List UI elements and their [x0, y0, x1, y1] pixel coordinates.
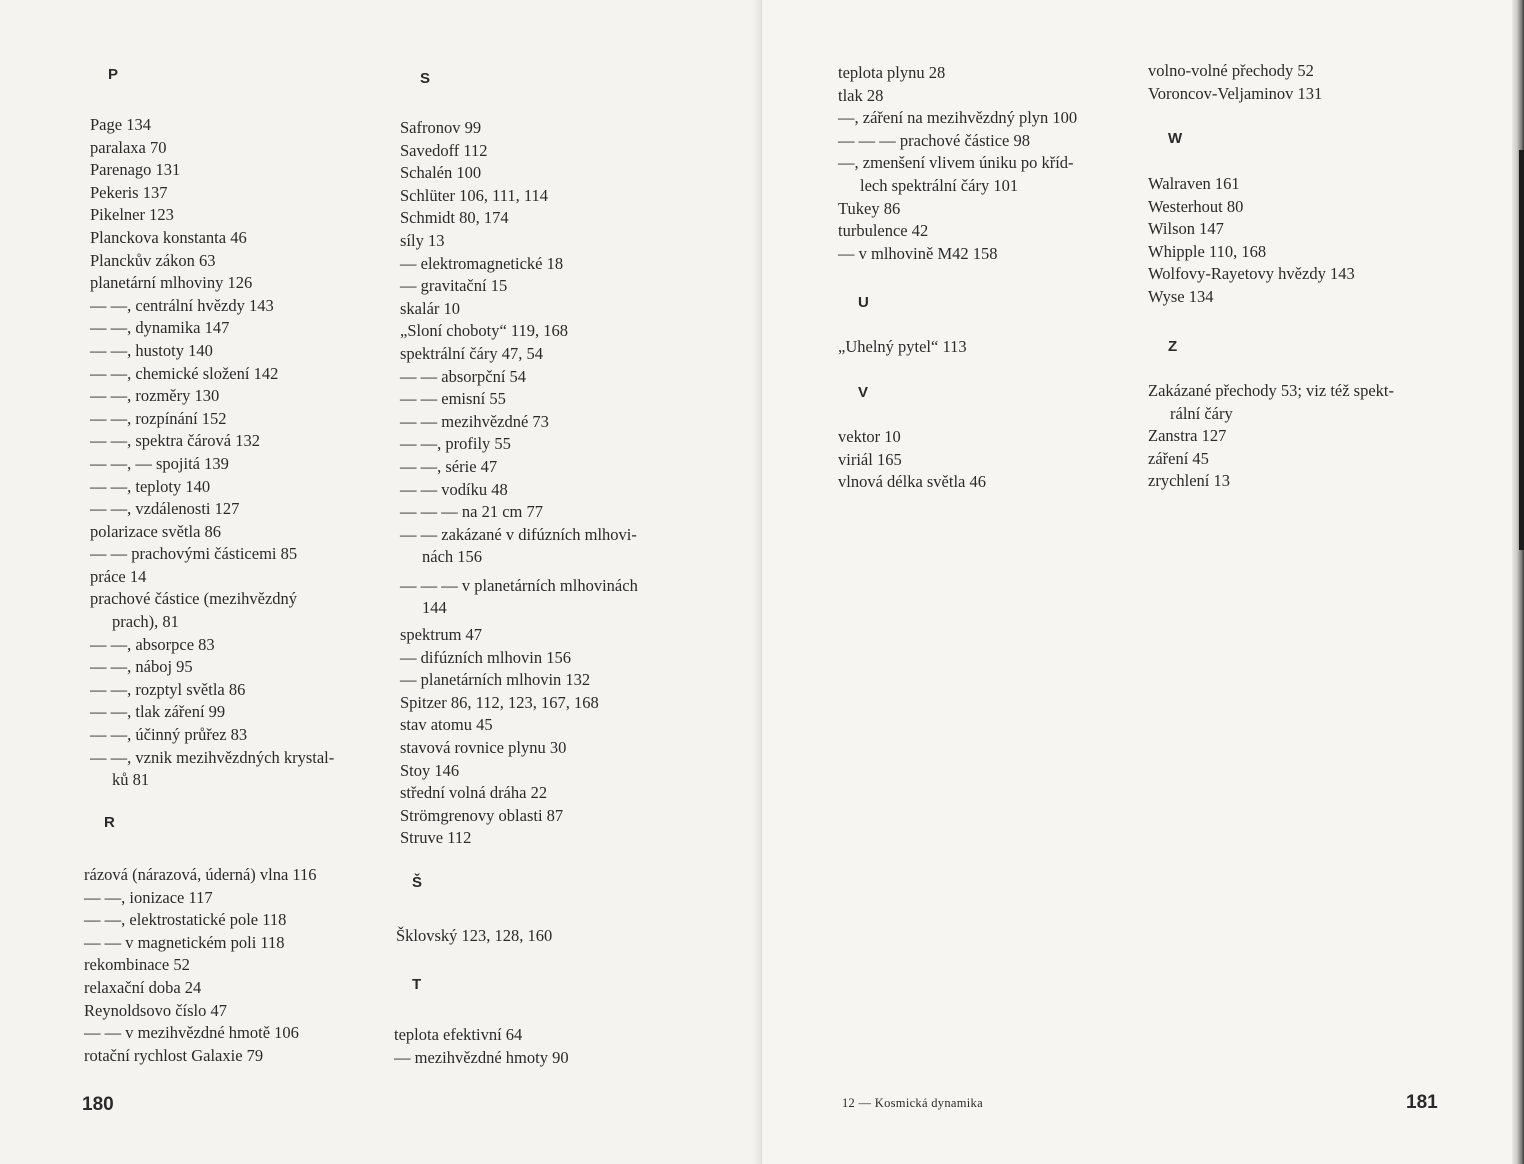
index-entry: — —, vznik mezihvězdných krystal- [90, 747, 335, 767]
index-entry: Wolfovy-Rayetovy hvězdy 143 [1148, 264, 1355, 284]
letter-heading: T [412, 976, 422, 993]
index-entry: — —, ionizace 117 [84, 887, 213, 907]
index-entry: — — zakázané v difúzních mlhovi- [400, 524, 637, 544]
index-entry: — — — prachové částice 98 [838, 130, 1030, 150]
index-entry: — elektromagnetické 18 [400, 253, 564, 273]
index-entry: střední volná dráha 22 [400, 783, 548, 803]
page-number: 181 [1406, 1092, 1438, 1113]
index-entry-continuation: nách 156 [422, 547, 483, 567]
index-entry: vlnová délka světla 46 [838, 472, 987, 492]
index-entry: Westerhout 80 [1148, 196, 1244, 216]
index-entry: — —, chemické složení 142 [90, 363, 279, 383]
index-entry: Safronov 99 [400, 118, 482, 137]
letter-heading: S [420, 70, 431, 87]
index-entry: Reynoldsovo číslo 47 [84, 1000, 227, 1020]
index-entry: Spitzer 86, 112, 123, 167, 168 [400, 692, 599, 712]
index-entry: Pikelner 123 [90, 205, 174, 225]
index-entry: skalár 10 [400, 298, 461, 318]
index-entry: — — v mezihvězdné hmotě 106 [84, 1023, 299, 1043]
page-number: 180 [82, 1094, 114, 1115]
index-entry: tlak 28 [838, 85, 884, 105]
index-entry: Page 134 [90, 115, 151, 134]
index-entry: Strömgrenovy oblasti 87 [400, 805, 564, 825]
index-entry: — gravitační 15 [400, 276, 508, 296]
index-entry: „Sloní choboty“ 119, 168 [400, 321, 569, 341]
index-entry: spektrum 47 [400, 625, 483, 645]
index-entry: práce 14 [90, 566, 147, 586]
index-entry: — — prachovými částicemi 85 [90, 544, 298, 564]
index-entry: —, zmenšení vlivem úniku po kříd- [838, 153, 1074, 173]
index-entry: — — vodíku 48 [400, 479, 508, 499]
index-list-w [1148, 173, 1355, 309]
index-entry: — —, tlak záření 99 [90, 702, 226, 722]
index-entry: Stoy 146 [400, 760, 460, 780]
index-entry: — —, profily 55 [400, 434, 511, 454]
index-entry: Planckova konstanta 46 [90, 227, 247, 247]
section-heading-t [412, 974, 421, 997]
index-list-t [394, 1024, 569, 1069]
index-entry: záření 45 [1148, 448, 1209, 468]
index-entry: Wilson 147 [1148, 219, 1224, 239]
index-entry: Savedoff 112 [400, 140, 488, 160]
index-entry: planetární mlhoviny 126 [90, 273, 253, 293]
section-heading-z [1168, 336, 1177, 359]
index-entry-continuation: ků 81 [112, 770, 150, 790]
index-list-r [84, 864, 317, 1067]
index-entry: relaxační doba 24 [84, 977, 202, 997]
letter-heading: R [104, 814, 115, 831]
index-entry: — planetárních mlhovin 132 [400, 670, 591, 690]
index-list-p [90, 114, 334, 792]
index-entry: Wyse 134 [1148, 286, 1214, 306]
index-entry: Tukey 86 [838, 198, 901, 218]
index-list-s-caron [396, 925, 552, 948]
letter-heading: P [108, 66, 119, 83]
index-entry: viriál 165 [838, 449, 902, 469]
index-entry: Walraven 161 [1148, 174, 1240, 193]
index-entry: stav atomu 45 [400, 715, 493, 735]
section-heading-s-caron [412, 872, 422, 895]
index-entry: Šklovský 123, 128, 160 [396, 926, 553, 945]
index-entry: — —, hustoty 140 [90, 340, 213, 360]
index-entry: vektor 10 [838, 427, 901, 446]
index-entry: rotační rychlost Galaxie 79 [84, 1045, 264, 1065]
index-entry-continuation: prach), 81 [112, 612, 179, 632]
index-entry: — —, centrální hvězdy 143 [90, 295, 274, 315]
index-entry: — —, — spojitá 139 [90, 453, 229, 473]
letter-heading: Š [412, 874, 423, 891]
index-list-v-continued [1148, 60, 1322, 105]
index-entry: Parenago 131 [90, 160, 181, 180]
index-entry: „Uhelný pytel“ 113 [838, 337, 967, 356]
letter-heading: W [1168, 130, 1183, 147]
index-list-t-continued [838, 62, 1077, 265]
section-heading-w [1168, 128, 1182, 151]
index-entry: — —, rozměry 130 [90, 386, 220, 406]
index-entry: spektrální čáry 47, 54 [400, 343, 543, 363]
letter-heading: V [858, 384, 869, 401]
index-entry: — —, absorpce 83 [90, 634, 215, 654]
index-entry: — — absorpční 54 [400, 366, 527, 386]
section-heading-s [420, 68, 430, 91]
index-list-u [838, 336, 967, 359]
index-entry: stavová rovnice plynu 30 [400, 738, 567, 758]
index-entry: Voroncov-Veljaminov 131 [1148, 83, 1323, 103]
index-entry: Zanstra 127 [1148, 426, 1227, 446]
index-entry: paralaxa 70 [90, 137, 167, 157]
index-list-v [838, 426, 986, 494]
index-list-s [400, 117, 638, 850]
index-entry: polarizace světla 86 [90, 521, 222, 541]
index-entry: prachové částice (mezihvězdný [90, 589, 298, 609]
index-entry: Struve 112 [400, 828, 472, 848]
index-list-z [1148, 380, 1394, 493]
index-entry: rekombinace 52 [84, 955, 190, 975]
index-entry: turbulence 42 [838, 221, 929, 241]
index-entry: — —, série 47 [400, 456, 498, 476]
section-heading-u [858, 292, 869, 315]
index-entry: — —, dynamika 147 [90, 318, 230, 338]
section-heading-v [858, 382, 868, 405]
edge-shadow [1519, 150, 1524, 550]
index-entry: Schlüter 106, 111, 114 [400, 185, 549, 205]
section-heading-p [108, 64, 118, 87]
index-entry: zrychlení 13 [1148, 471, 1231, 491]
letter-heading: U [858, 294, 869, 311]
index-entry: — —, elektrostatické pole 118 [84, 910, 287, 930]
index-entry: — —, vzdálenosti 127 [90, 499, 240, 519]
index-entry: teplota efektivní 64 [394, 1025, 523, 1044]
section-heading-r [104, 812, 115, 835]
page-edge [1512, 0, 1524, 1164]
index-entry: — — emisní 55 [400, 389, 506, 409]
page-footer: 12 — Kosmická dynamika [842, 1096, 983, 1110]
index-entry-continuation: 144 [422, 598, 447, 618]
index-entry: — — — v planetárních mlhovinách [400, 575, 638, 595]
index-entry: síly 13 [400, 230, 445, 250]
index-entry: —, záření na mezihvězdný plyn 100 [838, 108, 1078, 128]
index-entry-continuation: rální čáry [1170, 403, 1233, 423]
index-entry: Pekeris 137 [90, 182, 168, 202]
letter-heading: Z [1168, 338, 1178, 355]
index-entry: — — v magnetickém poli 118 [84, 932, 285, 952]
index-entry: — mezihvězdné hmoty 90 [394, 1047, 569, 1067]
index-entry: — —, teploty 140 [90, 476, 211, 496]
index-entry: — v mlhovině M42 158 [838, 243, 998, 263]
index-entry: — — — na 21 cm 77 [400, 502, 543, 522]
index-entry: Whipple 110, 168 [1148, 241, 1267, 261]
index-entry: — —, spektra čárová 132 [90, 431, 260, 451]
index-entry: — —, rozptyl světla 86 [90, 679, 246, 699]
index-entry: Planckův zákon 63 [90, 250, 216, 270]
index-entry: — difúzních mlhovin 156 [400, 647, 571, 667]
index-entry: Schalén 100 [400, 163, 482, 183]
index-entry: rázová (nárazová, úderná) vlna 116 [84, 865, 317, 884]
index-entry-continuation: lech spektrální čáry 101 [860, 175, 1019, 195]
right-page [762, 0, 1512, 1164]
index-entry: — — mezihvězdné 73 [400, 411, 549, 431]
index-entry: — —, náboj 95 [90, 657, 193, 677]
index-entry: — —, účinný průřez 83 [90, 725, 248, 745]
index-entry: Zakázané přechody 53; viz též spekt- [1148, 381, 1395, 400]
index-entry: — —, rozpínání 152 [90, 408, 227, 428]
index-entry: Schmidt 80, 174 [400, 208, 509, 228]
index-entry: volno-volné přechody 52 [1148, 61, 1314, 80]
index-entry: teplota plynu 28 [838, 63, 946, 82]
